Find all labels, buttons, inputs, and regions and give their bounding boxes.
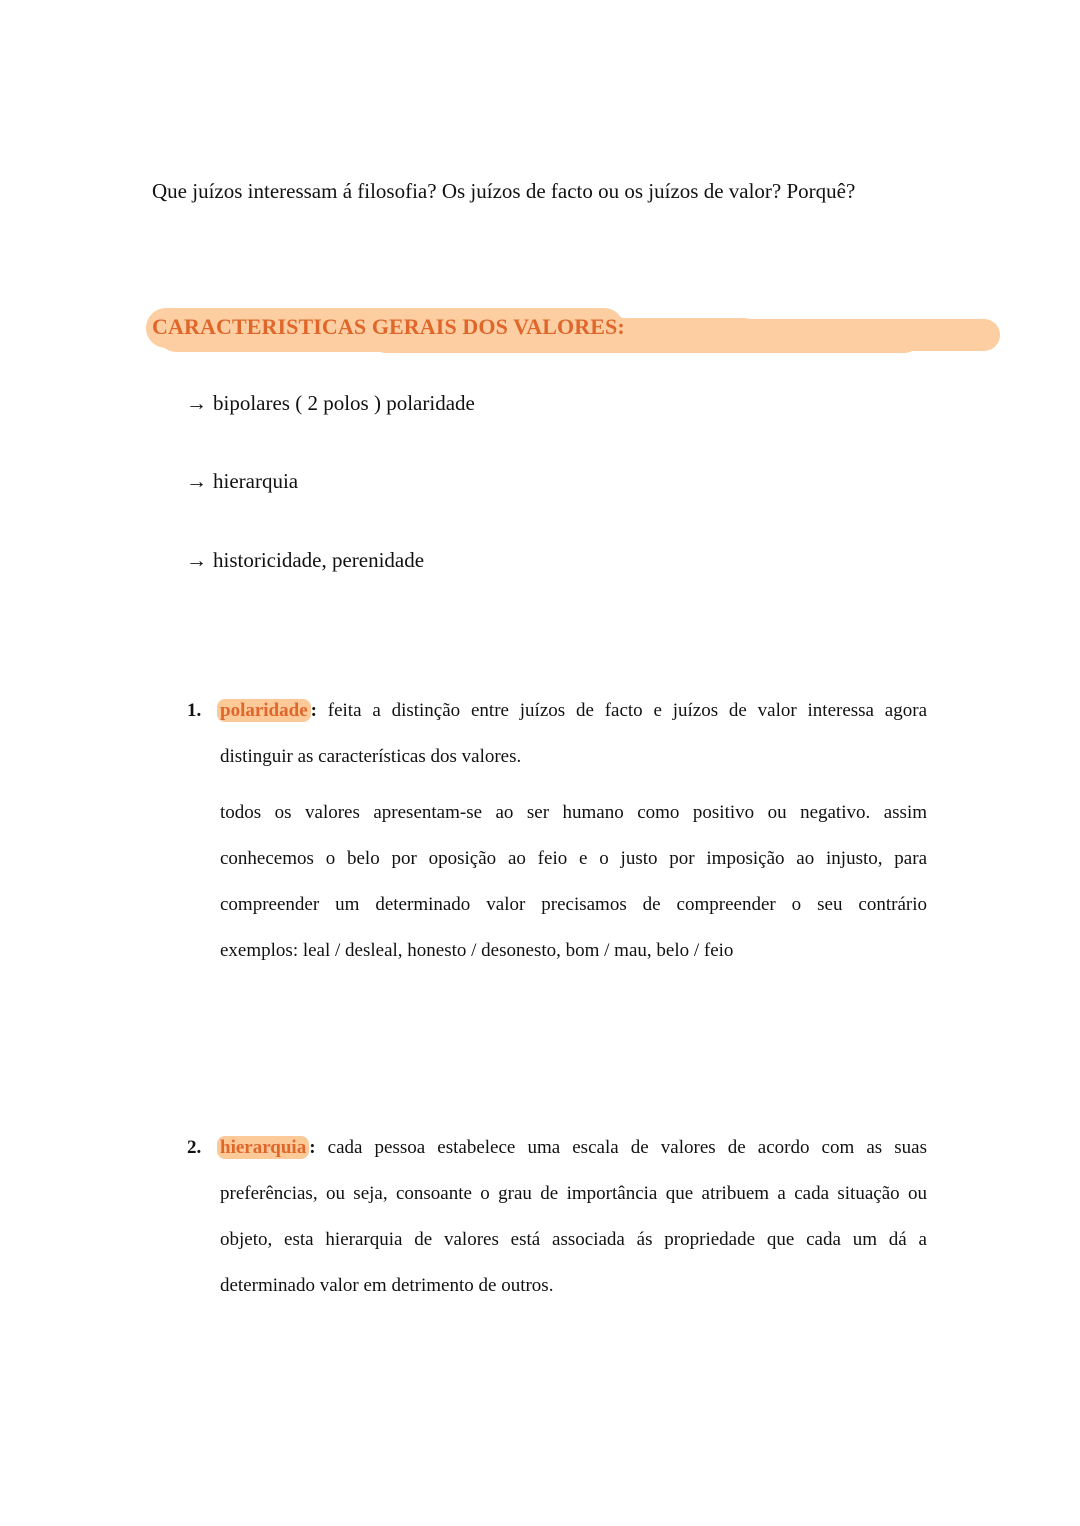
arrow-right-icon: →: [186, 548, 207, 572]
arrow-right-icon: →: [186, 391, 207, 415]
paragraph-line: conhecemos o belo por oposição ao feio e o justo por imposição ao injusto, para: [220, 848, 927, 869]
bullet-text: bipolares ( 2 polos ) polaridade: [213, 391, 475, 415]
paragraph-line: compreender um determinado valor precisamos de compreender o seu contrário: [220, 894, 927, 915]
paragraph-line: todos os valores apresentam-se ao ser humano como positivo ou negativo. assim: [220, 802, 927, 823]
paragraph-line: hierarquia : cada pessoa estabelece uma escala de valores de acordo com as suas: [220, 1125, 927, 1171]
section-hierarquia-body: [220, 1125, 927, 1309]
paragraph-line: exemplos: leal / desleal, honesto / desonesto, bom / mau, belo / feio: [220, 940, 734, 961]
paragraph-line: preferências, ou seja, consoante o grau de importância que atribuem a cada situação ou: [220, 1183, 927, 1204]
term-highlight-polaridade: polaridade: [217, 699, 311, 722]
bullet-text: historicidade, perenidade: [213, 548, 425, 572]
heading-text: CARACTERISTICAS GERAIS DOS VALORES:: [152, 314, 625, 339]
section-heading: [146, 306, 624, 350]
arrow-right-icon: →: [186, 469, 207, 493]
paragraph-line: determinado valor em detrimento de outros.: [220, 1275, 554, 1296]
bullet-text: hierarquia: [213, 469, 299, 493]
question-text: Que juízos interessam á filosofia? Os juízos de facto ou os juízos de valor? Porquê?: [152, 179, 856, 203]
bullet-item-hierarquia: [186, 466, 298, 496]
paragraph-line: polaridade : feita a distinção entre juízos de facto e juízos de valor interessa agora: [220, 688, 927, 734]
term-highlight-hierarquia: hierarquia: [217, 1136, 309, 1159]
section-polaridade-intro: [220, 688, 927, 780]
bullet-item-bipolares: [186, 388, 475, 418]
paragraph-line: distinguir as características dos valores.: [220, 746, 522, 767]
paragraph-line: objeto, esta hierarquia de valores está associada ás propriedade que cada um dá a: [220, 1229, 927, 1250]
list-number-1: 1.: [187, 700, 202, 721]
section-polaridade-body: [220, 790, 927, 974]
bullet-item-historicidade: [186, 545, 424, 575]
list-number-2: 2.: [187, 1137, 202, 1158]
